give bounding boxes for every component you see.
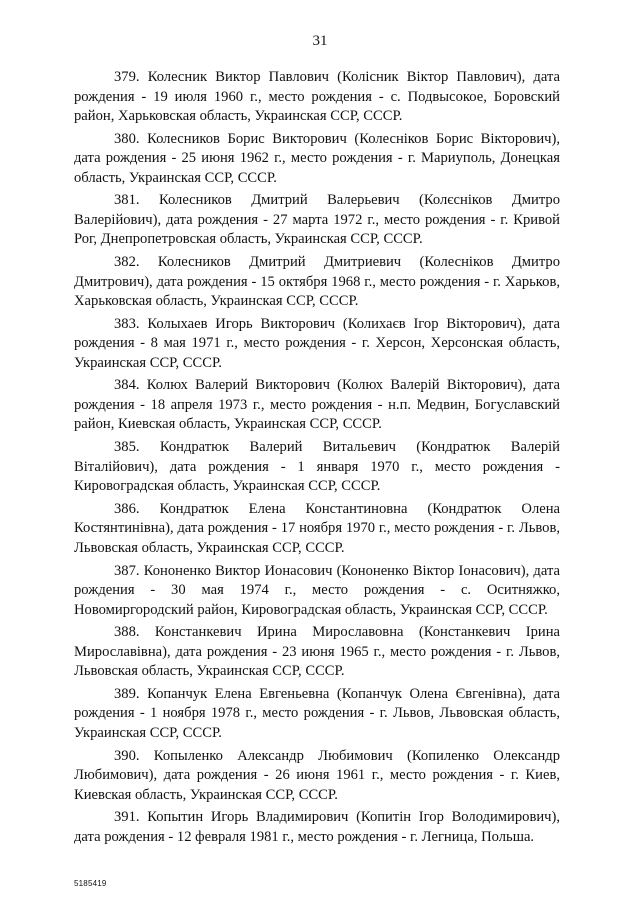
list-item: 381. Колесников Дмитрий Валерьевич (Колєсніков Дмитро Валерійович), дата рождения - 27 марта 1972 г., место рождения - г. Кривой Рог, Днепропетровская область, Украинская ССР, СССР. [74,192,560,248]
list-item: 390. Копыленко Александр Любимович (Копиленко Олександр Любимович), дата рождения - 26 июня 1961 г., место рождения - г. Киев, Киевская область, Украинская ССР, СССР. [74,747,560,803]
list-item: 382. Колесников Дмитрий Дмитриевич (Колесніков Дмитро Дмитрович), дата рождения - 15 октября 1968 г., место рождения - г. Харьков, Харьковская область, Украинская ССР, СССР. [74,254,560,310]
list-item: 387. Кононенко Виктор Ионасович (Кононенко Віктор Іонасович), дата рождения - 30 мая 1974 г., место рождения - с. Оситняжко, Новомиргородский район, Кировоградская область, Украинская ССР, СССР. [74,562,560,618]
list-item: 389. Копанчук Елена Евгеньевна (Копанчук Олена Євгенівна), дата рождения - 1 ноября 1978 г., место рождения - г. Львов, Львовская область, Украинская ССР, СССР. [74,685,560,741]
page-number: 31 [312,33,328,49]
list-item: 383. Колыхаев Игорь Викторович (Колихаєв Ігор Вікторович), дата рождения - 8 мая 1971 г., место рождения - г. Херсон, Херсонская область, Украинская ССР, СССР. [74,315,560,371]
list-item: 388. Констанкевич Ирина Мирославовна (Констанкевич Ірина Мирославівна), дата рождения - 23 июня 1965 г., место рождения - г. Львов, Львовская область, Украинская ССР, СССР. [74,624,560,680]
list-item: 386. Кондратюк Елена Константиновна (Кондратюк Олена Костянтинівна), дата рождения - 17 ноября 1970 г., место рождения - г. Львов, Львовская область, Украинская ССР, СССР. [74,500,560,556]
list-item: 379. Колесник Виктор Павлович (Колісник Віктор Павлович), дата рождения - 19 июля 1960 г., место рождения - с. Подвысокое, Боровский район, Харьковская область, Украинская ССР, СССР. [74,69,560,124]
entry-list [74,68,560,850]
document-code: 5185419 [74,879,107,888]
list-item: 385. Кондратюк Валерий Витальевич (Кондратюк Валерій Віталійович), дата рождения - 1 января 1970 г., место рождения - Кировоградская область, Украинская ССР, СССР. [74,439,560,495]
list-item: 380. Колесников Борис Викторович (Колесніков Борис Вікторович), дата рождения - 25 июня 1962 г., место рождения - г. Мариуполь, Донецкая область, Украинская ССР, СССР. [74,130,560,186]
list-item: 391. Копытин Игорь Владимирович (Копитін Ігор Володимирович), дата рождения - 12 февраля 1981 г., место рождения - г. Легница, Польша. [74,809,560,845]
list-item: 384. Колюх Валерий Викторович (Колюх Валерій Вікторович), дата рождения - 18 апреля 1973 г., место рождения - н.п. Медвин, Богуславский район, Киевская область, Украинская ССР, СССР. [74,377,560,433]
